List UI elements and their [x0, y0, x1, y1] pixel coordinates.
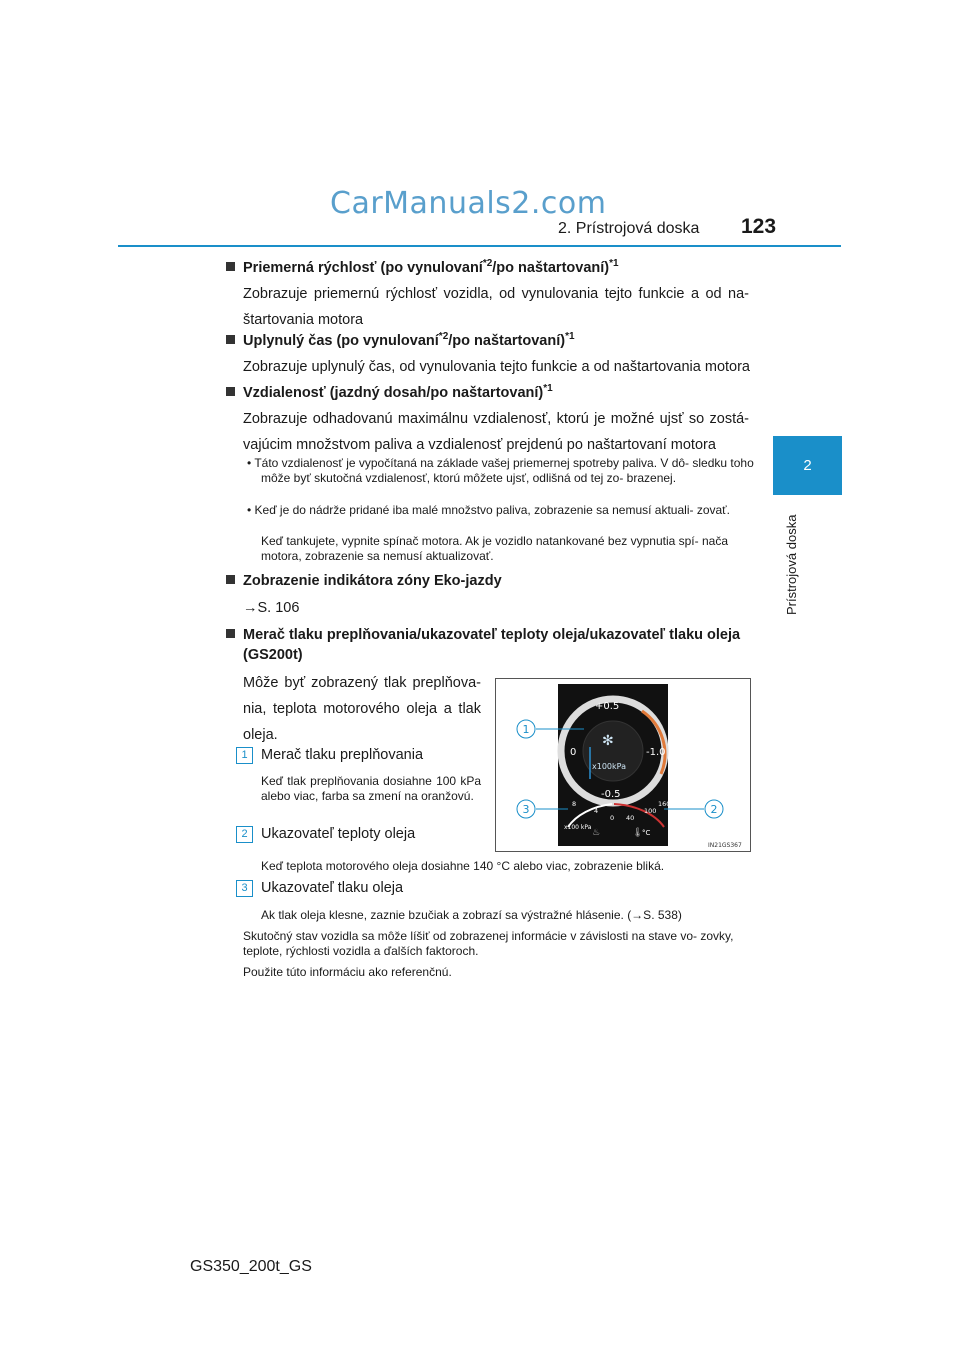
footnote-mark: *1: [565, 331, 575, 342]
scale-label: 160: [658, 800, 671, 808]
scale-label: 4: [594, 807, 599, 815]
section-heading-line2: (GS200t): [243, 647, 303, 663]
note: Keď tankujete, vypnite spínač motora. Ak je vozidlo natankované bez vypnutia spí- nača motora, zobrazenie sa nemusí aktualizovať.: [261, 534, 728, 563]
chapter-side-label: [784, 505, 804, 615]
item-desc: Keď tlak preplňovania dosiahne 100 kPa alebo viac, farba sa zmení na oranžovú.: [261, 774, 481, 803]
header-rule: [118, 245, 841, 247]
gauge-label-left: 0: [570, 747, 577, 758]
item-desc: Keď teplota motorového oleja dosiahne 140 °C alebo viac, zobrazenie bliká.: [261, 859, 665, 873]
heading-text: Priemerná rýchlosť (po vynulovaní: [243, 259, 483, 276]
note: • Táto vzdialenosť je vypočítaná na základe vašej priemernej spotreby paliva. V dô- sledku toho môže byť skutočná vzdialenosť, ktorú môžete ujsť, odlišná od tej zo- brazenej.: [247, 456, 754, 485]
gauge-unit: x100kPa: [592, 762, 627, 771]
item-title: [236, 875, 403, 901]
square-bullet-icon: [226, 629, 235, 638]
watermark: CarManuals2.com: [330, 186, 607, 221]
gauge-illustration: [496, 679, 750, 851]
heading-text: /po naštartovaní): [448, 332, 566, 349]
page-reference: →S. 106: [243, 600, 300, 616]
item-number: 1: [236, 747, 253, 764]
gauge-label-top: +0.5: [595, 701, 620, 712]
thermometer-icon: 🌡: [632, 828, 644, 838]
item-title: [236, 821, 415, 847]
heading-text: Uplynulý čas (po vynulovaní: [243, 332, 439, 349]
chapter-tab: [773, 436, 842, 495]
footnote-mark: *1: [609, 258, 619, 269]
figure-code: IN21GS367: [708, 842, 742, 849]
heading-text: Merač tlaku preplňovania/ukazovateľ teploty oleja/ukazovateľ tlaku oleja: [243, 627, 741, 643]
item-desc: Ak tlak oleja klesne, zaznie bzučiak a zobrazí sa výstražné hlásenie. (→S. 538): [261, 908, 682, 922]
item-number: 2: [236, 826, 253, 843]
footnote-mark: *2: [438, 331, 449, 342]
section-heading: [226, 573, 502, 589]
section-heading: [226, 627, 740, 643]
gauge-figure: [495, 678, 751, 852]
section-heading: [226, 383, 553, 401]
section-body: Môže byť zobrazený tlak preplňova- nia, teplota motorového oleja a tlak oleja.: [243, 675, 481, 743]
footer-model-code: GS350_200t_GS: [190, 1258, 312, 1275]
item-number: 3: [236, 880, 253, 897]
footnote-mark: *1: [543, 383, 553, 394]
section-body: Zobrazuje priemernú rýchlosť vozidla, od vynulovania tejto funkcie a od na- štartovania motora: [243, 286, 749, 328]
heading-text: Zobrazenie indikátora zóny Eko-jazdy: [243, 573, 502, 589]
heading-text: /po naštartovaní): [492, 259, 610, 276]
section-body: Zobrazuje odhadovanú maximálnu vzdialenosť, ktorú je možné ujsť so zostá- vajúcim množstvom paliva a vzdialenosť prejdenú po naštartovaní motora: [243, 411, 749, 453]
callout-number-3: 3: [522, 803, 530, 816]
callout-number-2: 2: [710, 803, 718, 816]
item-title-text: Ukazovateľ tlaku oleja: [261, 880, 404, 896]
square-bullet-icon: [226, 575, 235, 584]
turbo-icon: ✻: [602, 733, 614, 749]
chapter-tab-number: 2: [803, 457, 812, 474]
square-bullet-icon: [226, 262, 235, 271]
item-title: [236, 742, 423, 768]
scale-label: 40: [626, 814, 635, 822]
oil-temp-unit: °C: [642, 829, 651, 837]
page-number: 123: [741, 215, 777, 238]
closing-note: Použite túto informáciu ako referenčnú.: [243, 965, 452, 979]
scale-label: 0: [610, 814, 615, 822]
chapter-title: 2. Prístrojová doska: [558, 220, 700, 237]
scale-label: 100: [644, 807, 657, 815]
gauge-label-right: -1.0: [646, 747, 666, 758]
callout-number-1: 1: [522, 723, 530, 736]
item-title-text: Merač tlaku preplňovania: [261, 747, 424, 763]
boost-gauge-center: [583, 721, 643, 781]
section-heading: [226, 331, 575, 349]
item-title-text: Ukazovateľ teploty oleja: [261, 826, 416, 842]
oil-can-icon: ♨: [592, 828, 601, 838]
footnote-mark: *2: [482, 258, 493, 269]
scale-label: 8: [572, 800, 577, 808]
oil-pressure-unit: x100 kPa: [564, 824, 592, 831]
section-body: Zobrazuje uplynulý čas, od vynulovania tejto funkcie a od naštartovania motora: [243, 359, 750, 375]
section-heading: [226, 258, 619, 276]
note: • Keď je do nádrže pridané iba malé množstvo paliva, zobrazenie sa nemusí aktuali- zovať.: [247, 503, 730, 517]
heading-text: Vzdialenosť (jazdný dosah/po naštartovaní): [243, 384, 544, 401]
square-bullet-icon: [226, 387, 235, 396]
chapter-side-label-text: Prístrojová doska: [784, 514, 799, 615]
square-bullet-icon: [226, 335, 235, 344]
gauge-label-bottom: -0.5: [601, 789, 621, 800]
closing-note: Skutočný stav vozidla sa môže líšiť od zobrazenej informácie v závislosti na stave vo- zovky, teplote, rýchlosti vozidla a ďalších faktoroch.: [243, 929, 734, 958]
